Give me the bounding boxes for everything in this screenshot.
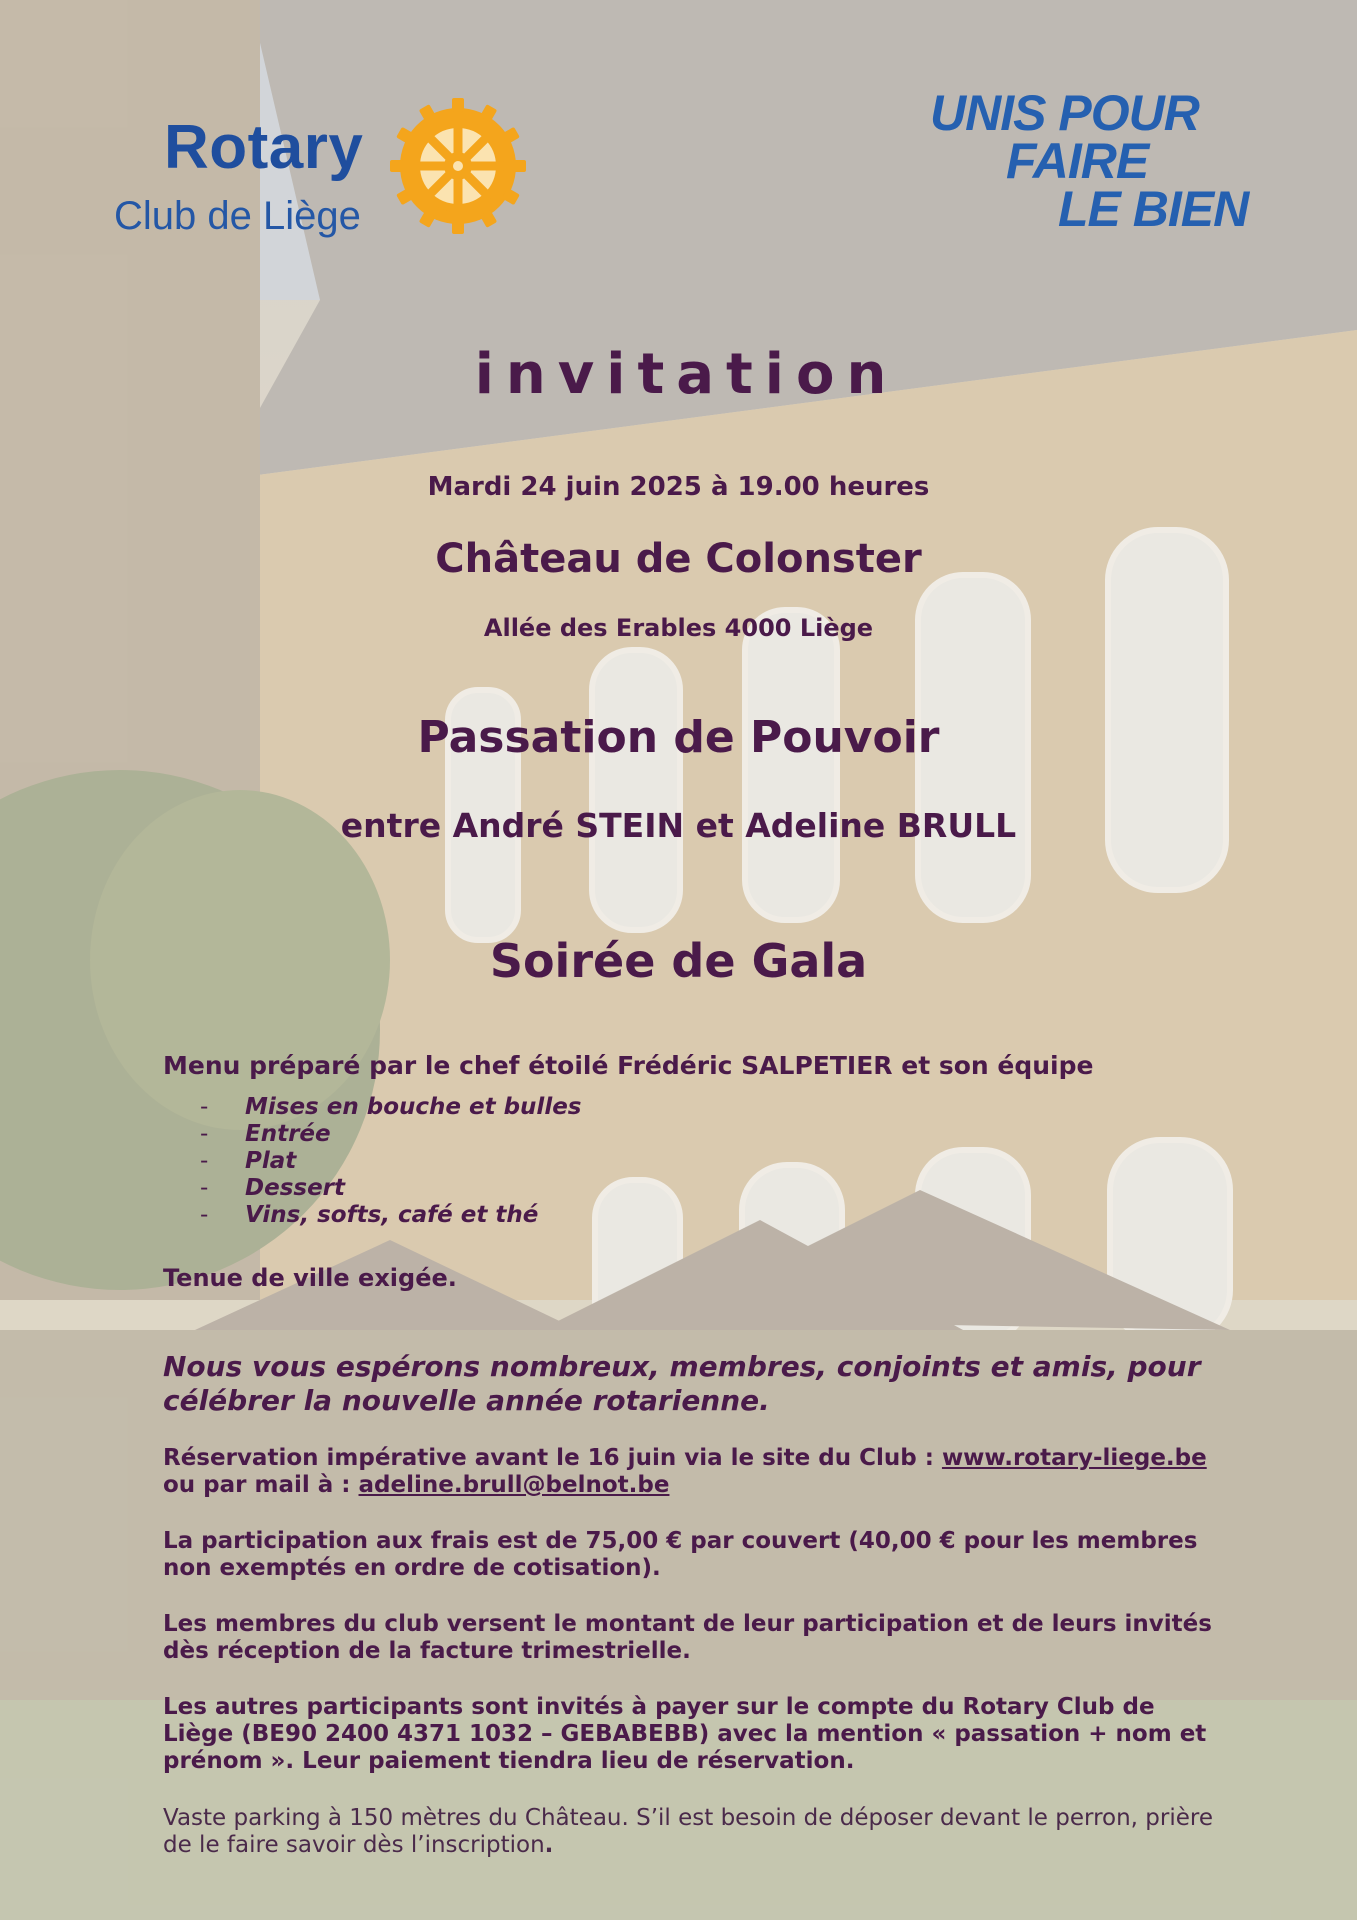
list-dash: - — [200, 1148, 209, 1174]
reservation-info: Réservation impérative avant le 16 juin via le site du Club : www.rotary-liege.be ou par mail à : adeline.brull@belnot.be — [163, 1445, 1207, 1498]
event-date: Mardi 24 juin 2025 à 19.00 heures — [427, 472, 930, 502]
club-name: Club de Liège — [114, 194, 361, 238]
email-link[interactable]: adeline.brull@belnot.be — [358, 1472, 670, 1498]
list-dash: - — [200, 1094, 209, 1120]
menu-item: - Vins, softs, café et thé — [200, 1202, 539, 1228]
menu-item: - Plat — [200, 1148, 297, 1174]
slogan-line-2: FAIRE — [1006, 133, 1149, 189]
menu-item: - Mises en bouche et bulles — [200, 1094, 582, 1120]
participation-fee: La participation aux frais est de 75,00 € par couvert (40,00 € pour les membres non exemptés en ordre de cotisation). — [163, 1528, 1198, 1581]
venue-name: Château de Colonster — [435, 536, 922, 582]
slogan-line-3: LE BIEN — [1058, 181, 1249, 237]
venue-address: Allée des Erables 4000 Liège — [483, 614, 874, 642]
menu-item: - Entrée — [200, 1121, 331, 1147]
invitation-title: invitation — [474, 342, 899, 407]
menu-intro: Menu préparé par le chef étoilé Frédéric SALPETIER et son équipe — [163, 1051, 1094, 1080]
menu-list — [200, 1094, 582, 1229]
list-dash: - — [200, 1202, 209, 1228]
event-name: Passation de Pouvoir — [417, 712, 940, 763]
list-dash: - — [200, 1175, 209, 1201]
gala-heading: Soirée de Gala — [489, 934, 868, 988]
parking-info: Vaste parking à 150 mètres du Château. S’il est besoin de déposer devant le perron, prière de le faire savoir dès l’inscription. — [163, 1805, 1213, 1858]
list-dash: - — [200, 1121, 209, 1147]
event-between: entre André STEIN et Adeline BRULL — [340, 806, 1017, 845]
rotary-wordmark: Rotary — [164, 113, 364, 182]
dress-code: Tenue de ville exigée. — [163, 1264, 457, 1292]
members-payment: Les membres du club versent le montant de leur participation et de leurs invités dès réception de la facture trimestrielle. — [163, 1611, 1212, 1664]
welcome-message: Nous vous espérons nombreux, membres, conjoints et amis, pour célébrer la nouvelle année rotarienne. — [163, 1350, 1201, 1417]
menu-item: - Dessert — [200, 1175, 346, 1201]
others-payment: Les autres participants sont invités à payer sur le compte du Rotary Club de Liège (BE90 2400 4371 1032 – GEBABEBB) avec la mention « passation + nom et prénom ». Leur paiement tiendra lieu de réservation. — [163, 1694, 1207, 1774]
slogan-line-1: UNIS POUR — [930, 85, 1199, 141]
website-link[interactable]: www.rotary-liege.be — [941, 1445, 1207, 1471]
